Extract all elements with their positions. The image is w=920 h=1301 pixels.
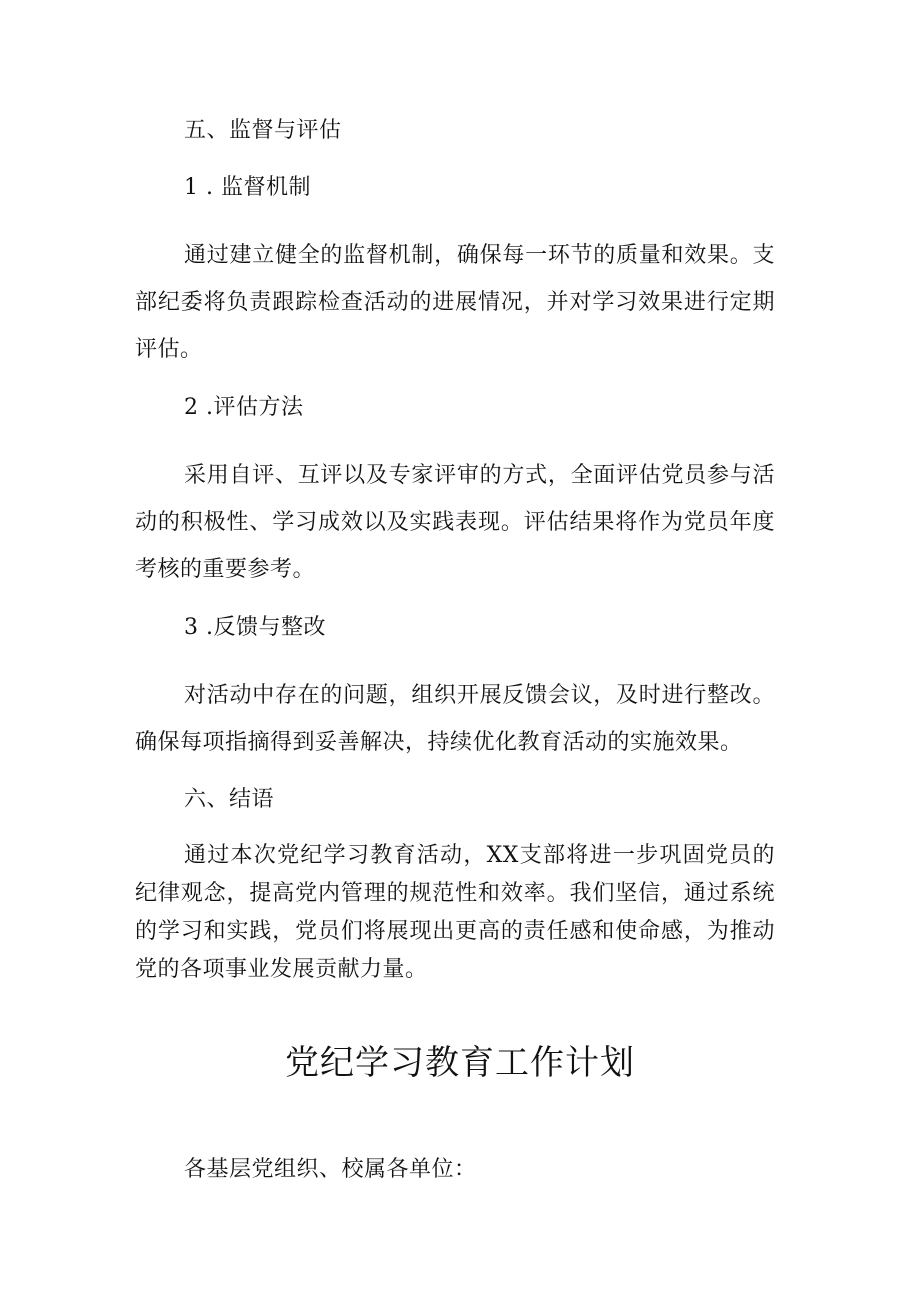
item-body-feedback-rectification: 对活动中存在的问题，组织开展反馈会议，及时进行整改。确保每项指摘得到妥善解决，持续优化教育活动的实施效果。 xyxy=(135,683,775,755)
conclusion-body: 通过本次党纪学习教育活动，XX支部将进一步巩固党员的纪律观念，提高党内管理的规范性和效率。我们坚信，通过系统的学习和实践，党员们将展现出更高的责任感和使命感，为推动党的各项事业发展贡献力量。 xyxy=(135,843,775,982)
item-title-supervision-mechanism: 1 . 监督机制 xyxy=(184,175,311,200)
section-heading-conclusion: 六、结语 xyxy=(184,787,275,812)
item-body-supervision-mechanism: 通过建立健全的监督机制，确保每一环节的质量和效果。支部纪委将负责跟踪检查活动的进展情况，并对学习效果进行定期评估。 xyxy=(135,243,775,362)
salutation: 各基层党组织、校属各单位： xyxy=(184,1157,477,1182)
item-title-evaluation-method: 2 .评估方法 xyxy=(184,395,304,420)
section-heading-supervision: 五、监督与评估 xyxy=(184,118,342,143)
item-body-evaluation-method: 采用自评、互评以及专家评审的方式，全面评估党员参与活动的积极性、学习成效以及实践表现。评估结果将作为党员年度考核的重要参考。 xyxy=(135,463,775,582)
document-title: 党纪学习教育工作计划 xyxy=(285,1043,635,1083)
item-title-feedback-rectification: 3 .反馈与整改 xyxy=(184,615,326,640)
